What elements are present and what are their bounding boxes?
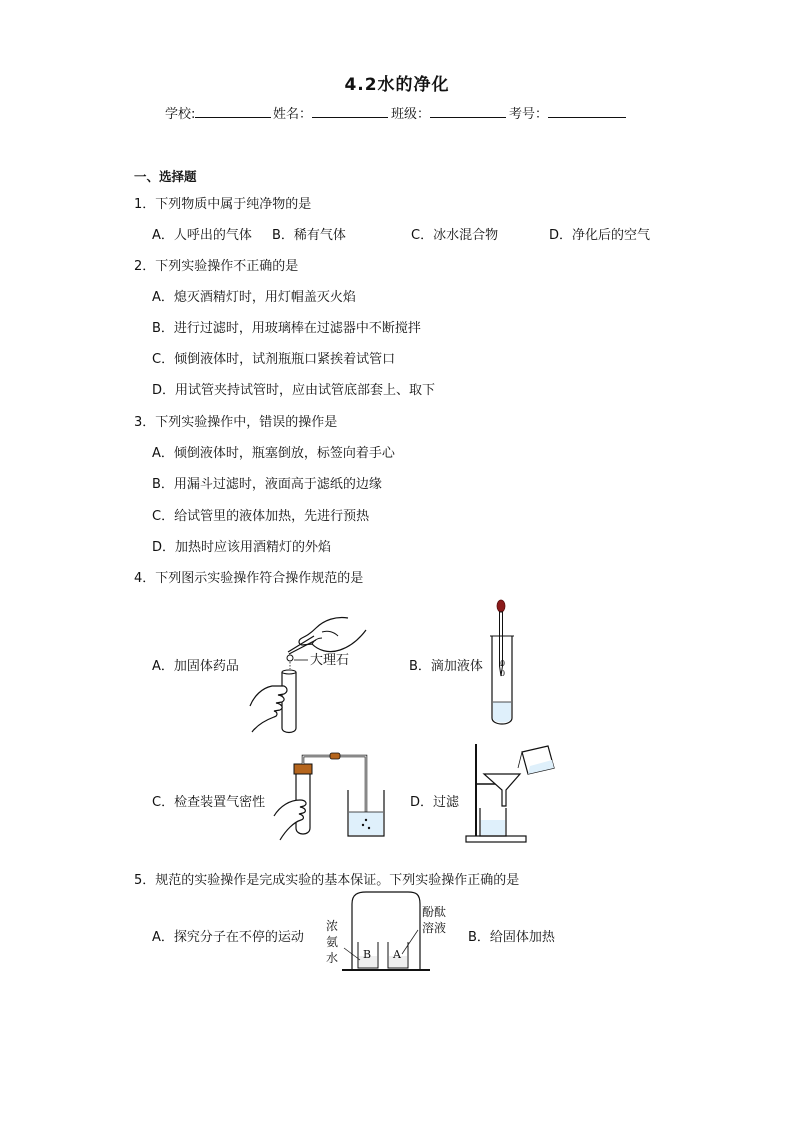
exam-number-field bbox=[509, 103, 626, 122]
class-blank[interactable] bbox=[430, 103, 506, 118]
question-2-option-b[interactable]: B．进行过滤时，用玻璃棒在过滤器中不断搅拌 bbox=[152, 321, 421, 336]
question-1-option-a[interactable]: A．人呼出的气体 bbox=[152, 228, 252, 243]
page-title: 4.2水的净化 bbox=[344, 75, 450, 95]
figure-drop-liquid bbox=[488, 596, 518, 728]
question-4-option-c[interactable]: C．检查装置气密性 bbox=[152, 795, 266, 810]
figure-filtration bbox=[462, 740, 572, 846]
name-field bbox=[273, 103, 388, 122]
exam-number-blank[interactable] bbox=[548, 103, 626, 118]
question-4-option-d[interactable]: D．过滤 bbox=[410, 795, 460, 810]
svg-text:0: 0 bbox=[500, 659, 506, 668]
question-5-option-b[interactable]: B．给固体加热 bbox=[468, 930, 555, 945]
exam-number-label: 考号： bbox=[509, 107, 549, 122]
school-field bbox=[165, 103, 271, 122]
left-label-line2: 氨 bbox=[326, 935, 339, 949]
school-label: 学校: bbox=[165, 107, 196, 122]
question-1-option-b[interactable]: B．稀有气体 bbox=[272, 228, 346, 243]
question-4-option-a[interactable]: A．加固体药品 bbox=[152, 659, 239, 674]
section-heading: 一、选择题 bbox=[134, 169, 197, 184]
class-label: 班级： bbox=[391, 107, 431, 122]
question-2-option-a[interactable]: A．熄灭酒精灯时，用灯帽盖灭火焰 bbox=[152, 290, 356, 305]
beaker-a-label: A bbox=[393, 948, 401, 961]
question-3-stem: 3．下列实验操作中，错误的操作是 bbox=[134, 415, 338, 430]
question-5-option-a[interactable]: A．探究分子在不停的运动 bbox=[152, 930, 304, 945]
right-label-line2: 溶液 bbox=[422, 921, 447, 935]
question-1-stem: 1．下列物质中属于纯净物的是 bbox=[134, 197, 312, 212]
figure-add-solid bbox=[248, 610, 368, 735]
right-label-line1: 酚酞 bbox=[422, 905, 447, 919]
question-1-option-c[interactable]: C．冰水混合物 bbox=[411, 228, 499, 243]
figure-check-airtightness bbox=[270, 750, 390, 845]
school-blank[interactable] bbox=[195, 103, 271, 118]
class-field bbox=[391, 103, 506, 122]
question-3-option-a[interactable]: A．倾倒液体时，瓶塞倒放，标签向着手心 bbox=[152, 446, 395, 461]
marble-label: 大理石 bbox=[310, 653, 350, 668]
question-3-option-c[interactable]: C．给试管里的液体加热，先进行预热 bbox=[152, 509, 370, 524]
question-4-option-b[interactable]: B．滴加液体 bbox=[409, 659, 483, 674]
question-3-option-d[interactable]: D．加热时应该用酒精灯的外焰 bbox=[152, 540, 332, 555]
left-label-line1: 浓 bbox=[326, 919, 339, 933]
svg-text:0: 0 bbox=[500, 669, 506, 678]
left-label-line3: 水 bbox=[326, 951, 339, 965]
question-5-stem: 5．规范的实验操作是完成实验的基本保证。下列实验操作正确的是 bbox=[134, 873, 520, 888]
question-1-option-d[interactable]: D．净化后的空气 bbox=[549, 228, 651, 243]
name-label: 姓名： bbox=[273, 107, 313, 122]
question-4-stem: 4．下列图示实验操作符合操作规范的是 bbox=[134, 571, 364, 586]
question-2-stem: 2．下列实验操作不正确的是 bbox=[134, 259, 299, 274]
name-blank[interactable] bbox=[312, 103, 388, 118]
question-3-option-b[interactable]: B．用漏斗过滤时，液面高于滤纸的边缘 bbox=[152, 477, 382, 492]
beaker-b-label: B bbox=[363, 948, 372, 961]
question-2-option-c[interactable]: C．倾倒液体时，试剂瓶瓶口紧挨着试管口 bbox=[152, 352, 396, 367]
figure-molecule-motion bbox=[322, 890, 452, 976]
question-2-option-d[interactable]: D．用试管夹持试管时，应由试管底部套上、取下 bbox=[152, 383, 436, 398]
